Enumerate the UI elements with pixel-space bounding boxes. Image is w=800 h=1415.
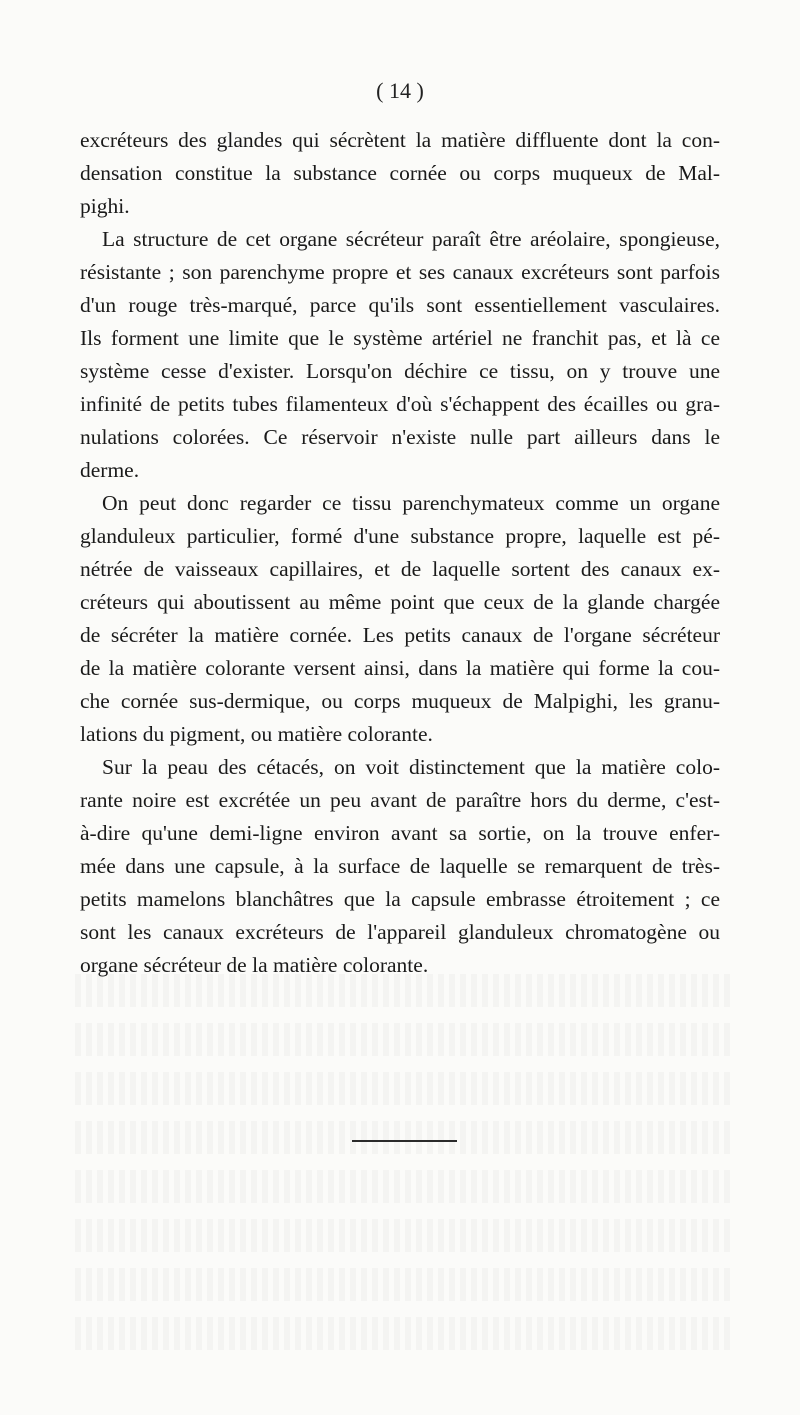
text-line: derme. <box>80 458 140 482</box>
text-line: pighi. <box>80 194 130 218</box>
text-line: lations du pigment, ou matière colorante. <box>80 722 433 746</box>
text-line: Ils forment une limite que le système artériel ne franchit pas, et là ce <box>80 326 720 350</box>
text-line: infinité de petits tubes filamenteux d'où s'échappent des écailles ou gra- <box>80 392 720 416</box>
paragraph-start: La structure de cet organe sécréteur paraît être aréolaire, spongieuse, <box>102 227 720 251</box>
text-line: sont les canaux excréteurs de l'appareil glanduleux chromatogène ou <box>80 920 720 944</box>
page-number: ( 14 ) <box>376 78 424 103</box>
show-through-texture <box>70 960 730 1380</box>
text-line: d'un rouge très-marqué, parce qu'ils sont essentiellement vasculaires. <box>80 293 720 317</box>
section-divider-rule <box>352 1140 457 1142</box>
text-line: nétrée de vaisseaux capillaires, et de laquelle sortent des canaux ex- <box>80 557 720 581</box>
text-line: che cornée sus-dermique, ou corps muqueux de Malpighi, les granu- <box>80 689 720 713</box>
text-line: mée dans une capsule, à la surface de laquelle se remarquent de très- <box>80 854 720 878</box>
body-text <box>80 124 720 982</box>
text-line: résistante ; son parenchyme propre et ses canaux excréteurs sont parfois <box>80 260 720 284</box>
text-line: nulations colorées. Ce réservoir n'existe nulle part ailleurs dans le <box>80 425 720 449</box>
text-line: à-dire qu'une demi-ligne environ avant sa sortie, on la trouve enfer- <box>80 821 720 845</box>
text-line: de sécréter la matière cornée. Les petits canaux de l'organe sécréteur <box>80 623 720 647</box>
text-line: petits mamelons blanchâtres que la capsule embrasse étroitement ; ce <box>80 887 720 911</box>
paragraph-start: On peut donc regarder ce tissu parenchymateux comme un organe <box>102 491 720 515</box>
text-line: créteurs qui aboutissent au même point que ceux de la glande chargée <box>80 590 720 614</box>
text-line: système cesse d'exister. Lorsqu'on déchire ce tissu, on y trouve une <box>80 359 720 383</box>
text-line: organe sécréteur de la matière colorante. <box>80 953 429 977</box>
text-line: densation constitue la substance cornée ou corps muqueux de Mal- <box>80 161 720 185</box>
text-line: rante noire est excrétée un peu avant de paraître hors du derme, c'est- <box>80 788 720 812</box>
paragraph-start: Sur la peau des cétacés, on voit distinctement que la matière colo- <box>102 755 720 779</box>
text-line: glanduleux particulier, formé d'une substance propre, laquelle est pé- <box>80 524 720 548</box>
text-line: excréteurs des glandes qui sécrètent la matière diffluente dont la con- <box>80 128 720 152</box>
text-line: de la matière colorante versent ainsi, dans la matière qui forme la cou- <box>80 656 720 680</box>
